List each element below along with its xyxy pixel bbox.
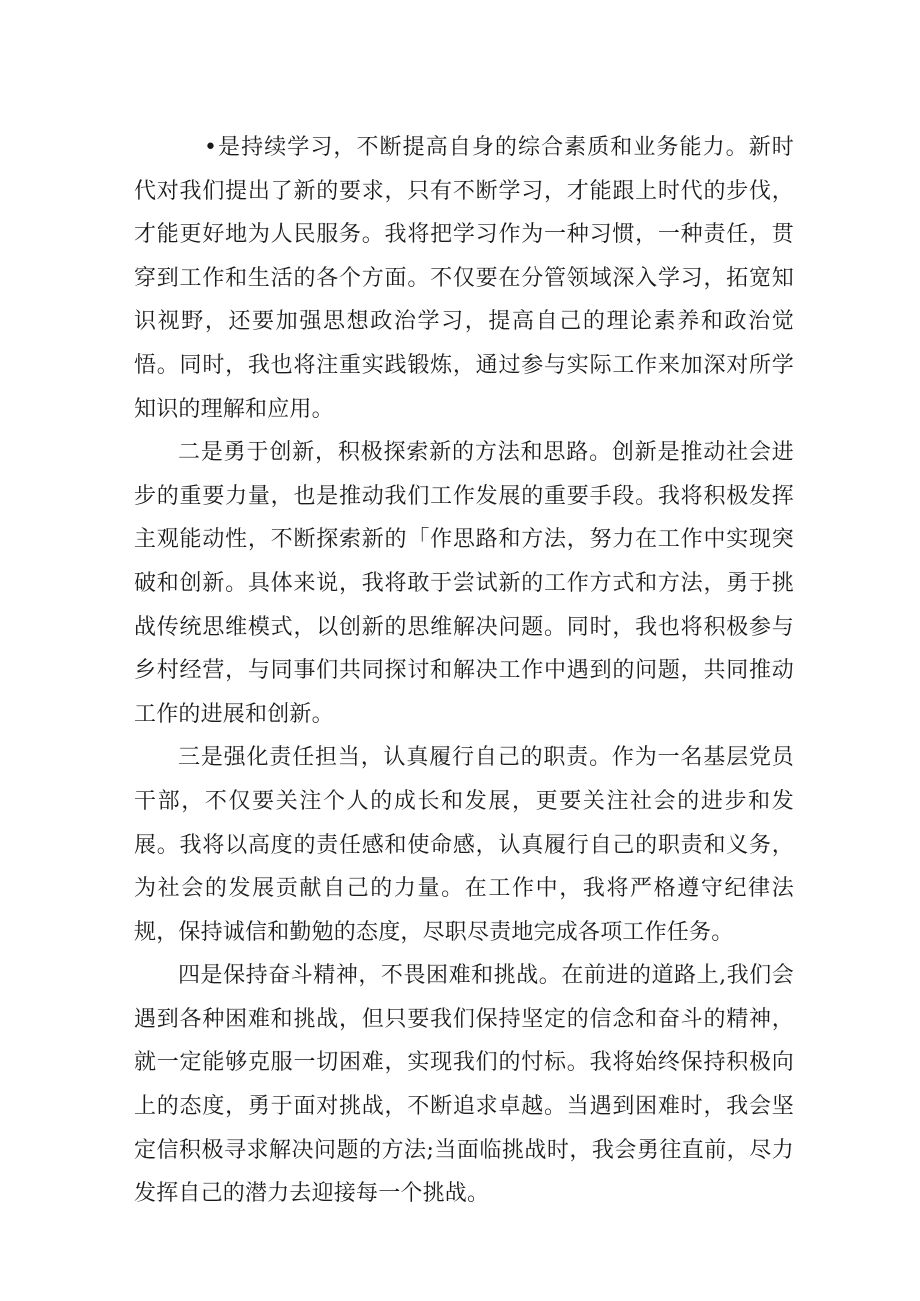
paragraph-innovation: 二是勇于创新，积极探索新的方法和思路。创新是推动社会进步的重要力量，也是推动我们工作发展的重要手段。我将积极发挥主观能动性，不断探索新的「作思路和方法，努力在工作中实现突破和创新。具体来说，我将敢于尝试新的工作方式和方法，勇于挑战传统思维模式，以创新的思维解决问题。同时，我也将积极参与乡村经营，与同事们共同探讨和解决工作中遇到的问题，共同推动工作的进展和创新。 [134, 440, 794, 727]
document-body [134, 126, 794, 1216]
paragraph-responsibility: 三是强化责任担当，认真履行自己的职责。作为一名基层党员干部，不仅要关注个人的成长和发展，更要关注社会的进步和发展。我将以高度的责任感和使命感，认真履行自己的职责和义务，为社会的发展贡献自己的力量。在工作中，我将严格遵守纪律法规，保持诚信和勤勉的态度，尽职尽责地完成各项工作任务。 [134, 745, 794, 945]
paragraph-continuous-learning: •是持续学习，不断提高自身的综合素质和业务能力。新时代对我们提出了新的要求，只有不断学习，才能跟上时代的步伐，才能更好地为人民服务。我将把学习作为一种习惯，一种责任，贯穿到工作和生活的各个方面。不仅要在分管领域深入学习，拓宽知识视野，还要加强思想政治学习，提高自己的理论素养和政治觉悟。同时，我也将注重实践锻炼，通过参与实际工作来加深对所学知识的理解和应用。 [134, 135, 794, 422]
paragraph-perseverance: 四是保持奋斗精神，不畏困难和挑战。在前进的道路上,我们会遇到各种困难和挑战，但只要我们保持坚定的信念和奋斗的精神，就一定能够克服一切困难，实现我们的忖标。我将始终保持积极向上的态度，勇于面对挑战，不断追求卓越。当遇到困难时，我会坚定信积极寻求解决问题的方法;当面临挑战时，我会勇往直前，尽力发挥自己的潜力去迎接每一个挑战。 [134, 963, 794, 1207]
